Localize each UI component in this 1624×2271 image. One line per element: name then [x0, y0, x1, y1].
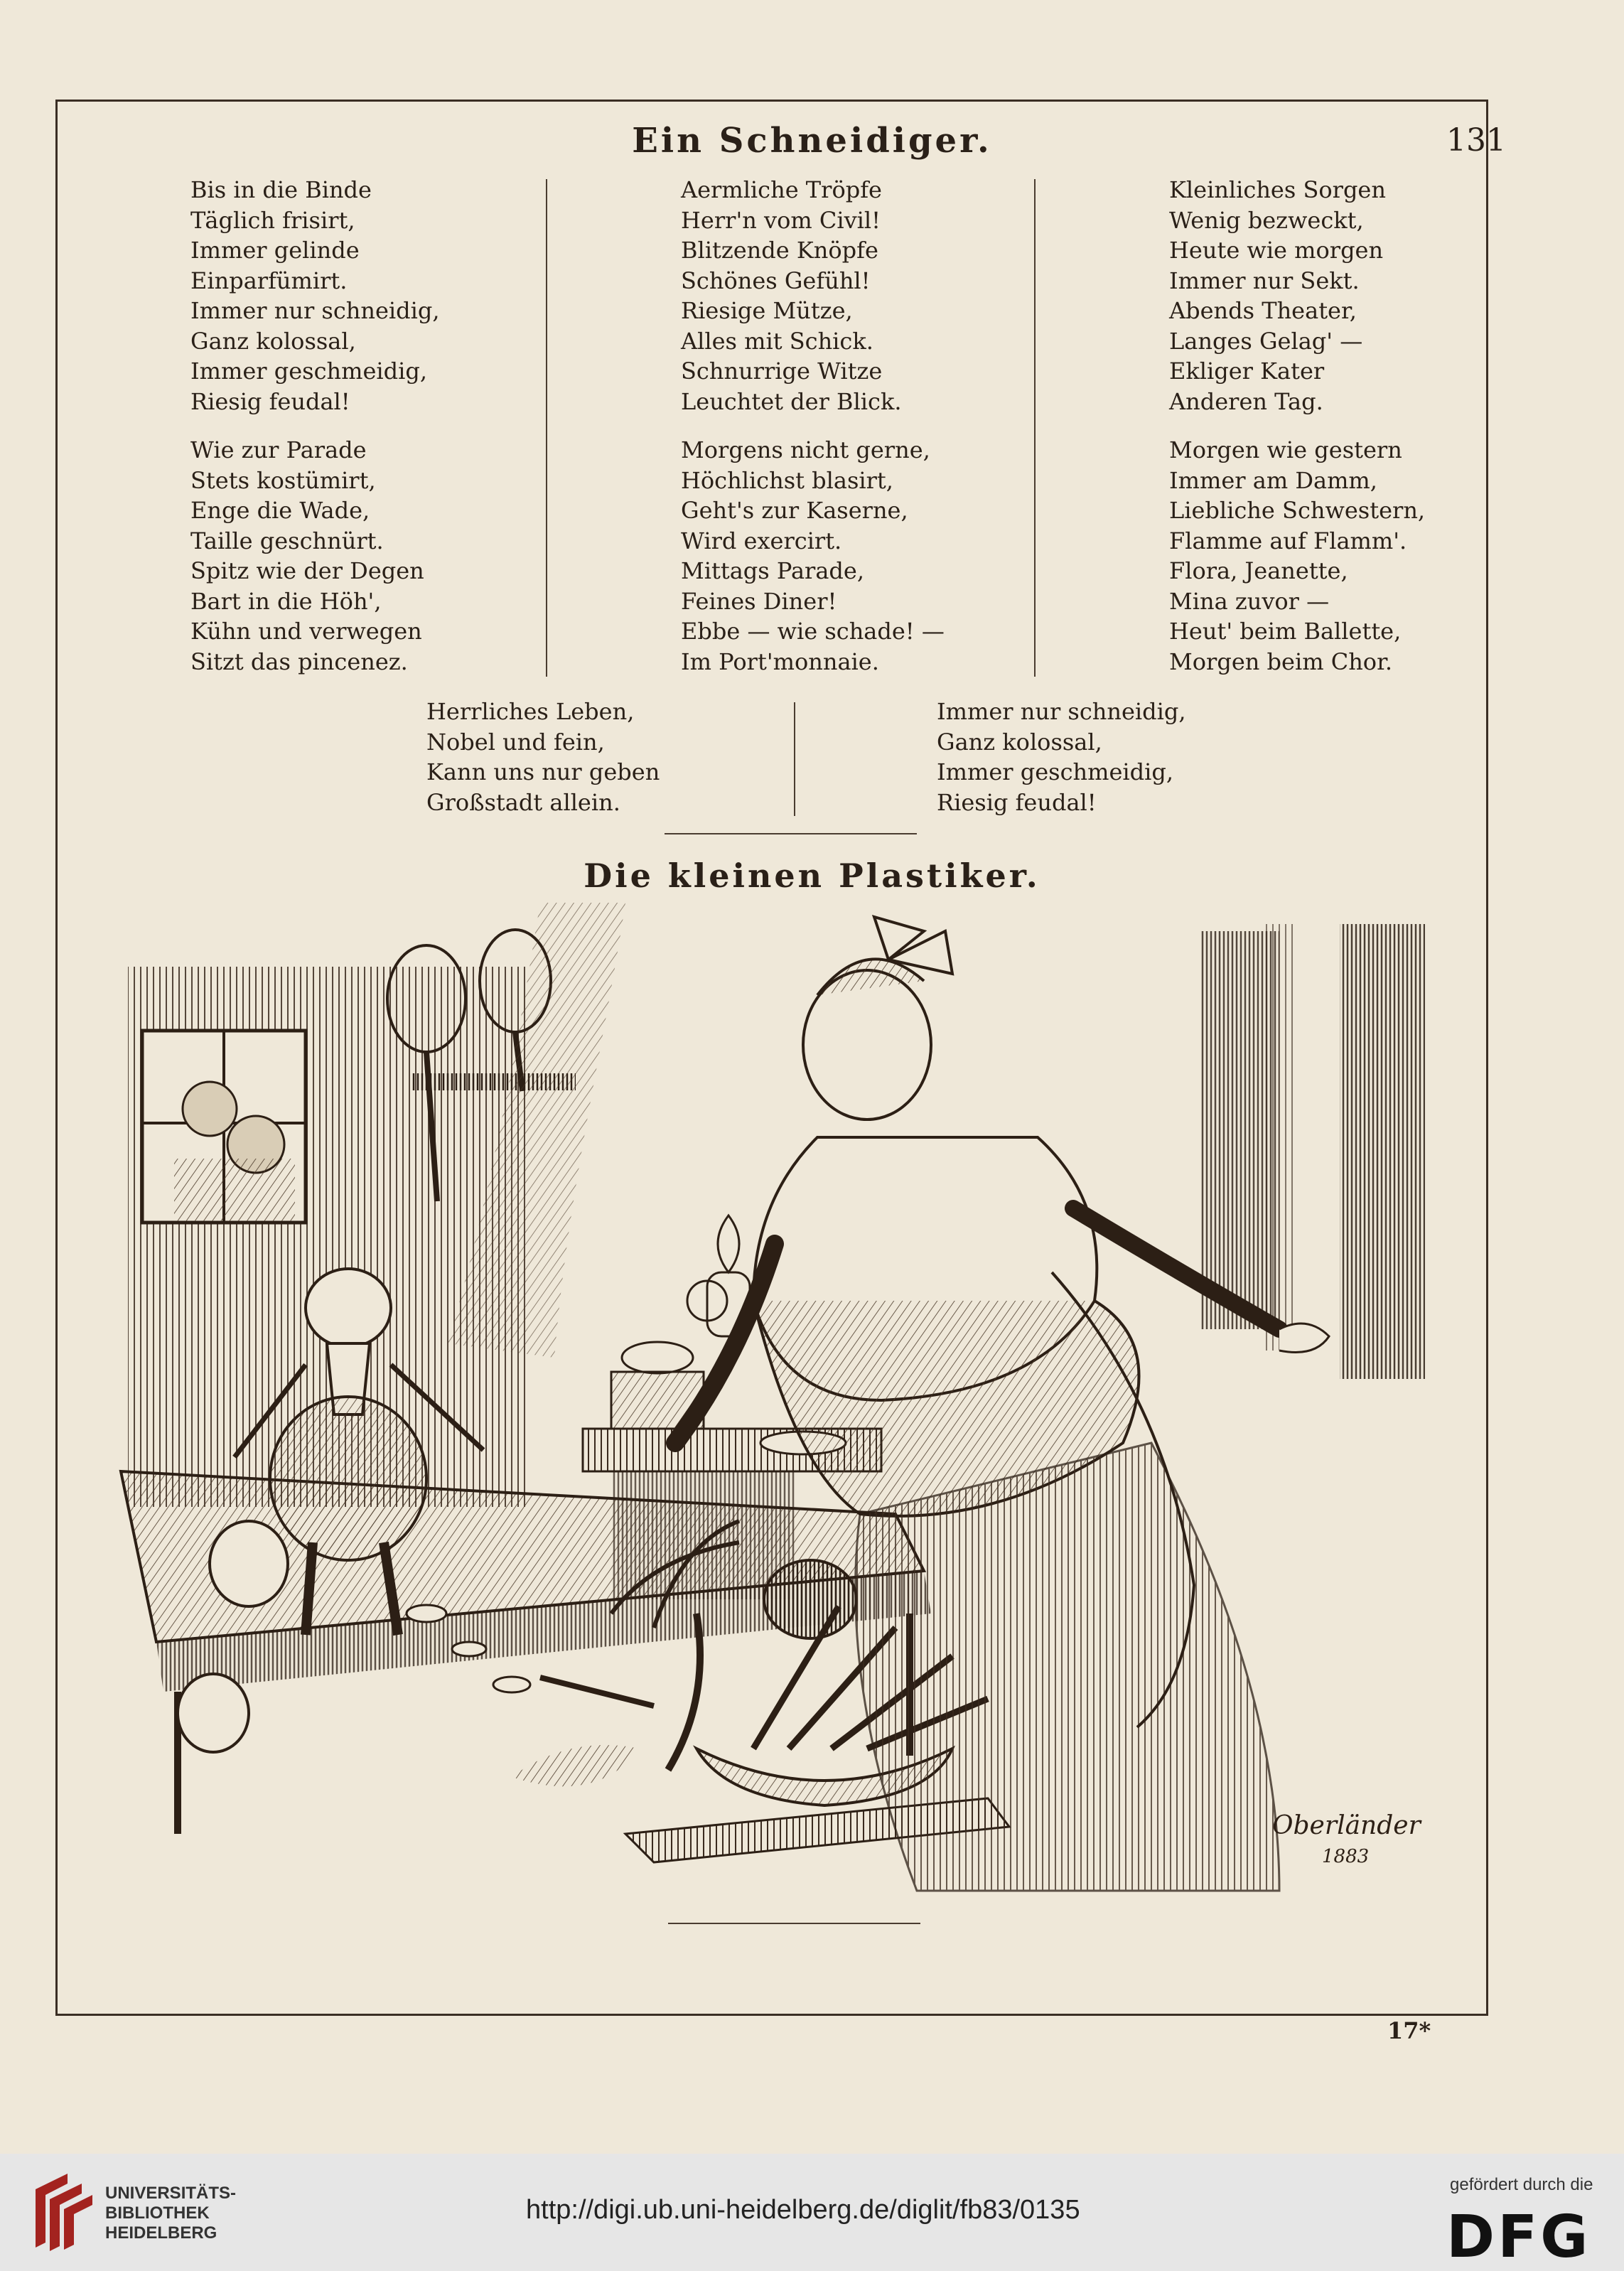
poem-line: Täglich frisirt,: [190, 206, 355, 234]
poem-line: Schönes Gefühl!: [681, 267, 871, 294]
library-name-line: BIBLIOTHEK: [105, 2203, 210, 2223]
poem-line: Herr'n vom Civil!: [681, 206, 881, 234]
poem-line: Aermliche Tröpfe: [681, 176, 882, 203]
poem-line: Einparfümirt.: [190, 267, 348, 294]
poem-line: Immer am Damm,: [1169, 466, 1377, 494]
poem-line: Wie zur Parade: [190, 436, 367, 463]
poem-line: Morgen beim Chor.: [1169, 648, 1393, 675]
poem-line: Flora, Jeanette,: [1169, 557, 1348, 584]
column-rule: [1034, 179, 1036, 677]
poem-line: Immer nur schneidig,: [937, 698, 1186, 725]
poem-line: Mittags Parade,: [681, 557, 865, 584]
poem-line: Wenig bezweckt,: [1169, 206, 1364, 234]
poem-line: Im Port'monnaie.: [681, 648, 879, 675]
poem-line: Bis in die Binde: [190, 176, 372, 203]
poem-title: Ein Schneidiger.: [632, 121, 992, 161]
poem-line: Alles mit Schick.: [681, 327, 873, 355]
dfg-logo[interactable]: DFG: [1446, 2203, 1591, 2271]
poem-line: Ekliger Kater: [1169, 358, 1325, 385]
poem-stanza: [681, 175, 902, 417]
poem-line: Kühn und verwegen: [190, 618, 422, 645]
poem-line: Ganz kolossal,: [937, 728, 1102, 756]
poem-line: Höchlichst blasirt,: [681, 466, 893, 494]
column-rule: [546, 179, 547, 677]
poem-line: Liebliche Schwestern,: [1169, 497, 1426, 524]
poem-line: Morgens nicht gerne,: [681, 436, 930, 463]
poem-line: Riesige Mütze,: [681, 297, 853, 324]
funded-by-label: gefördert durch die: [1450, 2175, 1593, 2194]
artist-signature: [1272, 1811, 1422, 1867]
poem-line: Nobel und fein,: [426, 728, 605, 756]
poem-line: Spitz wie der Degen: [190, 557, 424, 584]
section-divider: [665, 833, 917, 834]
poem-stanza: [190, 435, 424, 677]
poem-line: Heute wie morgen: [1169, 237, 1384, 264]
library-name-line: HEIDELBERG: [105, 2223, 217, 2243]
poem-line: Immer gelinde: [190, 237, 360, 264]
poem-line: Flamme auf Flamm'.: [1169, 527, 1407, 554]
poem-line: Feines Diner!: [681, 587, 837, 615]
poem-line: Abends Theater,: [1169, 297, 1357, 324]
poem-line: Kann uns nur geben: [426, 758, 660, 785]
poem-line: Heut' beim Ballette,: [1169, 618, 1402, 645]
poem-line: Geht's zur Kaserne,: [681, 497, 908, 524]
poem-stanza: [190, 175, 440, 417]
permalink-url[interactable]: http://digi.ub.uni-heidelberg.de/diglit/fb83/0135: [526, 2195, 1080, 2225]
poem-final-stanza: [937, 697, 1186, 817]
poem-line: Leuchtet der Blick.: [681, 387, 902, 415]
poem-line: Langes Gelag' —: [1169, 327, 1363, 355]
poem-line: Ebbe — wie schade! —: [681, 618, 945, 645]
signature-name: Oberländer: [1272, 1811, 1421, 1840]
digitization-footer: [0, 2154, 1624, 2271]
column-rule: [794, 702, 795, 816]
poem-line: Mina zuvor —: [1169, 587, 1330, 615]
poem-line: Sitzt das pincenez.: [190, 648, 408, 675]
poem-line: Immer geschmeidig,: [190, 358, 427, 385]
window-with-boys: [142, 1031, 306, 1223]
poem-line: Stets kostümirt,: [190, 466, 376, 494]
poem-stanza: [1169, 175, 1386, 417]
cartoon-title: Die kleinen Plastiker.: [584, 857, 1040, 895]
bottom-divider: [668, 1923, 920, 1924]
poem-line: Immer nur Sekt.: [1169, 267, 1360, 294]
poem-line: Riesig feudal!: [190, 387, 350, 415]
poem-line: Taille geschnürt.: [190, 527, 384, 554]
poem-stanza: [1169, 435, 1425, 677]
library-name-line: UNIVERSITÄTS-: [105, 2184, 237, 2203]
page-number: 131: [1446, 122, 1506, 159]
poem-final-stanza: [426, 697, 660, 817]
poem-line: Schnurrige Witze: [681, 358, 883, 385]
poem-line: Anderen Tag.: [1169, 387, 1323, 415]
sheet-number: 17*: [1387, 2017, 1431, 2044]
poem-line: Riesig feudal!: [937, 788, 1097, 816]
poem-line: Enge die Wade,: [190, 497, 370, 524]
poem-line: Großstadt allein.: [426, 788, 620, 816]
poem-line: Immer geschmeidig,: [937, 758, 1173, 785]
poem-line: Wird exercirt.: [681, 527, 842, 554]
poem-line: Ganz kolossal,: [190, 327, 356, 355]
poem-line: Kleinliches Sorgen: [1169, 176, 1386, 203]
signature-year: 1883: [1322, 1846, 1370, 1867]
university-library-logo[interactable]: [28, 2168, 96, 2253]
poem-line: Bart in die Höh',: [190, 587, 382, 615]
cartoon-illustration: [114, 903, 1464, 1912]
library-name: [105, 2184, 236, 2243]
poem-stanza: [681, 435, 945, 677]
poem-line: Morgen wie gestern: [1169, 436, 1402, 463]
poem-line: Immer nur schneidig,: [190, 297, 440, 324]
poem-line: Blitzende Knöpfe: [681, 237, 878, 264]
poem-line: Herrliches Leben,: [426, 698, 635, 725]
